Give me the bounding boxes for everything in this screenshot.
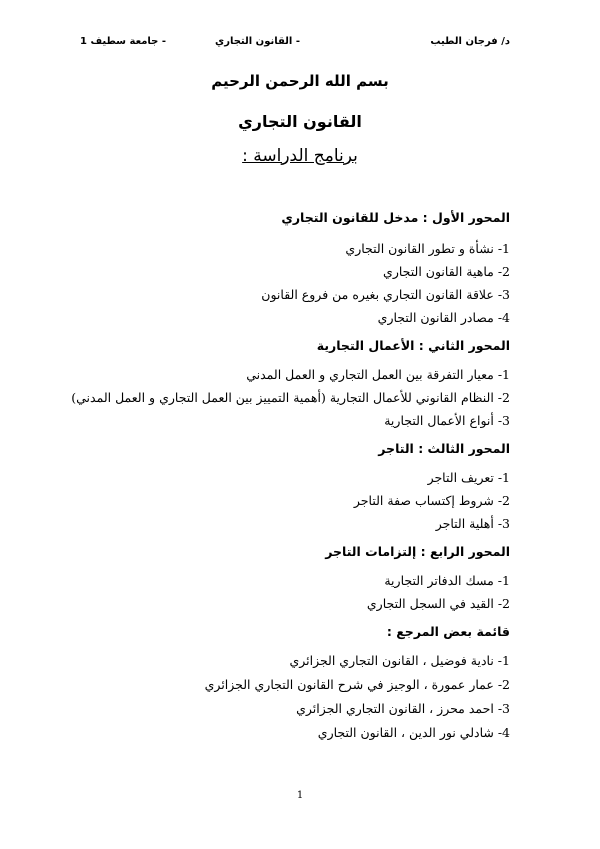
section-1 xyxy=(70,210,510,328)
section-4 xyxy=(70,544,510,614)
list-item: 2- القيد في السجل التجاري xyxy=(366,596,510,611)
section-items xyxy=(70,239,510,328)
section-2 xyxy=(70,338,510,431)
section-3 xyxy=(70,441,510,534)
reference-item: 4- شادلي نور الدين ، القانون التجاري xyxy=(317,725,510,740)
list-item: 2- النظام القانوني للأعمال التجارية (أهمية التمييز بين العمل التجاري و العمل المدني) xyxy=(71,390,510,405)
reference-item: 1- نادية فوضيل ، القانون التجاري الجزائري xyxy=(289,653,510,668)
document-body xyxy=(70,210,510,753)
references-items xyxy=(70,651,510,743)
page-number: 1 xyxy=(296,790,304,801)
list-item: 1- تعريف التاجر xyxy=(427,470,510,485)
program-heading: برنامج الدراسة : xyxy=(242,146,358,166)
header-author: د/ فرجان الطيب xyxy=(430,36,510,47)
list-item: 2- شروط إكتساب صفة التاجر xyxy=(353,493,510,508)
header-university: - جامعة سطيف 1 xyxy=(80,36,166,47)
list-item: 1- معيار التفرقة بين العمل التجاري و العمل المدني xyxy=(246,367,510,382)
section-items xyxy=(70,468,510,534)
basmala: بسم الله الرحمن الرحيم xyxy=(211,72,389,90)
reference-item: 3- احمد محرز ، القانون التجاري الجزائري xyxy=(296,701,510,716)
section-title: المحور الثاني : الأعمال التجارية xyxy=(316,338,510,353)
list-item: 4- مصادر القانون التجاري xyxy=(377,310,510,325)
section-items xyxy=(70,571,510,614)
list-item: 3- أنواع الأعمال التجارية xyxy=(384,413,510,428)
list-item: 3- أهلية التاجر xyxy=(435,516,510,531)
header-subject: - القانون التجاري xyxy=(215,36,300,47)
list-item: 1- نشأة و تطور القانون التجاري xyxy=(345,241,510,256)
page-header xyxy=(80,36,510,52)
list-item: 1- مسك الدفاتر التجارية xyxy=(384,573,510,588)
section-title: المحور الرابع : إلتزامات التاجر xyxy=(325,544,510,559)
list-item: 3- علاقة القانون التجاري بغيره من فروع القانون xyxy=(261,287,510,302)
section-items xyxy=(70,365,510,431)
references-title: قائمة بعض المرجع : xyxy=(386,624,510,639)
section-title: المحور الثالث : التاجر xyxy=(378,441,510,456)
list-item: 2- ماهية القانون التجاري xyxy=(383,264,510,279)
references-section xyxy=(70,624,510,743)
reference-item: 2- عمار عمورة ، الوجيز في شرح القانون التجاري الجزائري xyxy=(204,677,510,692)
document-title: القانون التجاري xyxy=(238,112,362,131)
section-title: المحور الأول : مدخل للقانون التجاري xyxy=(281,210,510,225)
